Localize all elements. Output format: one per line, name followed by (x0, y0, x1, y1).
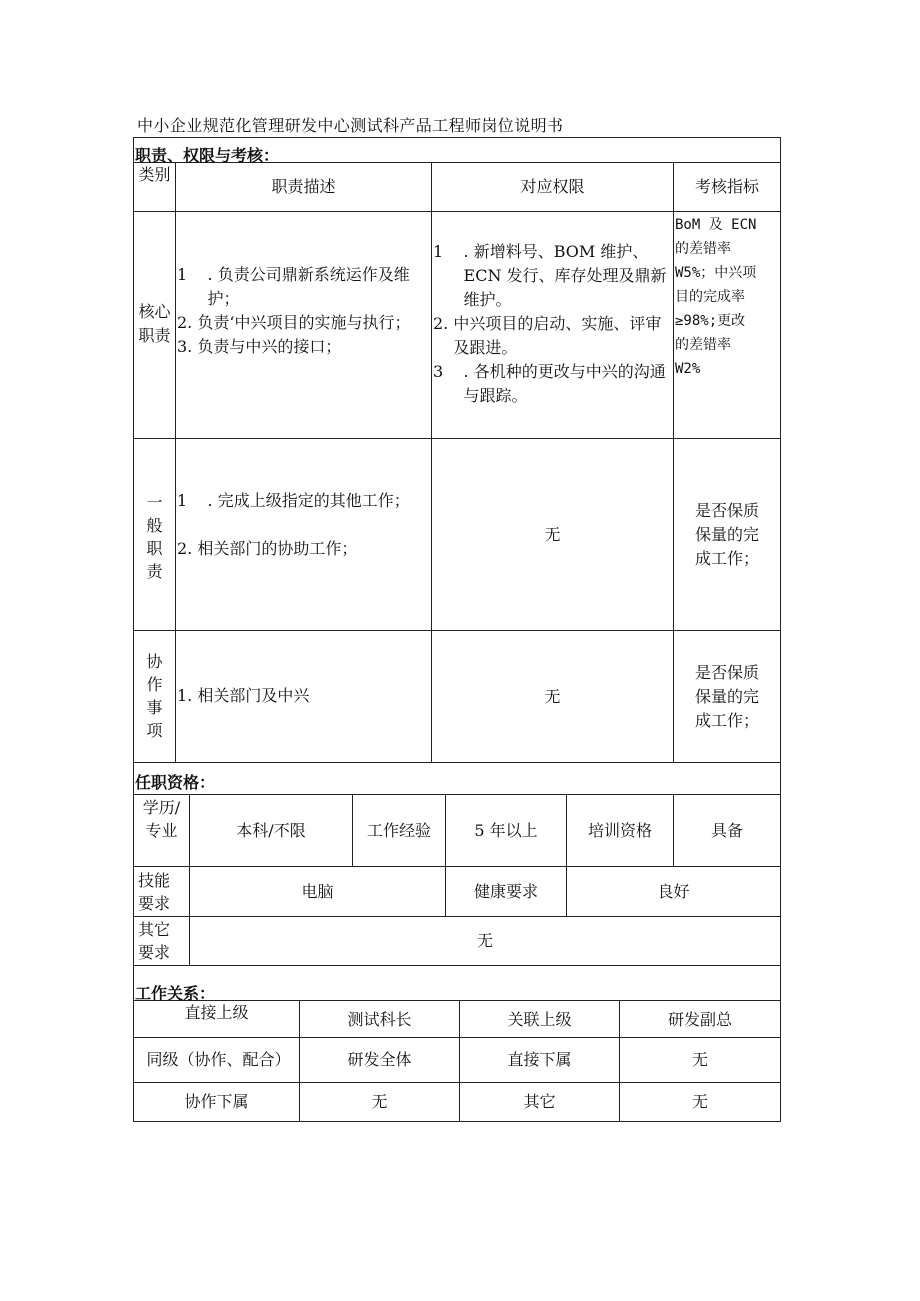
cooperation-description: 1. 相关部门及中兴 (177, 686, 310, 705)
core-duties-label: 核心职责 (138, 302, 171, 345)
health-value: 良好 (657, 881, 690, 901)
list-item: 1 . 新增料号、BOM 维护、ECN 发行、库存处理及鼎新维护。 (433, 242, 667, 309)
general-duties-authority: 无 (544, 524, 561, 544)
relation-cell: 无 (691, 1050, 708, 1069)
relation-cell: 研发全体 (347, 1050, 412, 1069)
training-label: 培训资格 (587, 820, 652, 840)
list-item: 2. 相关部门的协助工作； (177, 539, 358, 558)
relation-cell: 研发副总 (667, 1010, 732, 1029)
cooperation-kpi: 是否保质 保量的完 成工作； (694, 662, 759, 730)
list-item: 2. 负责‘中兴项目的实施与执行； (177, 313, 411, 332)
relation-cell: 直接上级 (184, 1003, 249, 1022)
list-item: 3 . 各机种的更改与中兴的沟通与跟踪。 (433, 362, 666, 405)
relation-cell: 关联上级 (507, 1010, 572, 1029)
health-label: 健康要求 (473, 881, 538, 901)
list-item: 2. 中兴项目的启动、实施、评审及跟进。 (433, 314, 662, 357)
page-title: 中小企业规范化管理研发中心测试科产品工程师岗位说明书 (137, 113, 563, 138)
list-item: 3. 负责与中兴的接口； (177, 337, 342, 356)
education-label: 学历/ 专业 (142, 798, 181, 840)
cooperation-label: 协 作 事 项 (146, 652, 163, 740)
list-item: 1 . 完成上级指定的其他工作； (177, 491, 410, 510)
cooperation-authority: 无 (544, 686, 561, 706)
relation-cell: 协作下属 (184, 1092, 249, 1111)
header-description: 职责描述 (271, 177, 336, 196)
experience-label: 工作经验 (366, 820, 431, 840)
skill-label: 技能 要求 (137, 871, 170, 913)
list-item: 1 . 负责公司鼎新系统运作及维护； (177, 265, 410, 308)
general-duties-kpi: 是否保质 保量的完 成工作； (694, 500, 759, 568)
relation-cell: 其它 (523, 1092, 556, 1111)
header-kpi: 考核指标 (694, 177, 759, 196)
relation-cell: 测试科长 (347, 1010, 412, 1029)
general-duties-description-list (177, 489, 427, 561)
section-heading-duties: 职责、权限与考核： (135, 146, 280, 165)
skill-value: 电脑 (301, 881, 334, 901)
other-value: 无 (476, 931, 493, 950)
relation-cell: 无 (371, 1092, 388, 1111)
relation-cell: 无 (691, 1092, 708, 1111)
other-label: 其它 要求 (137, 920, 170, 962)
section-heading-relations: 工作关系： (135, 984, 216, 1003)
relation-cell: 同级（协作、配合） (146, 1050, 291, 1069)
core-duties-kpi: BoM 及 ECN 的差错率 W5%；中兴项 目的完成率 ≥98%;更改 的差错率 W2% (675, 217, 757, 377)
experience-value: 5 年以上 (474, 820, 538, 840)
header-category: 类别 (138, 165, 171, 184)
section-heading-qualifications: 任职资格： (135, 773, 216, 792)
core-duties-description-list (177, 263, 427, 359)
header-authority: 对应权限 (520, 177, 585, 196)
general-duties-label: 一 般 职 责 (146, 493, 163, 581)
relation-cell: 直接下属 (507, 1050, 572, 1069)
core-duties-authority-list (433, 240, 671, 408)
training-value: 具备 (710, 820, 743, 840)
education-value: 本科/不限 (236, 820, 306, 840)
